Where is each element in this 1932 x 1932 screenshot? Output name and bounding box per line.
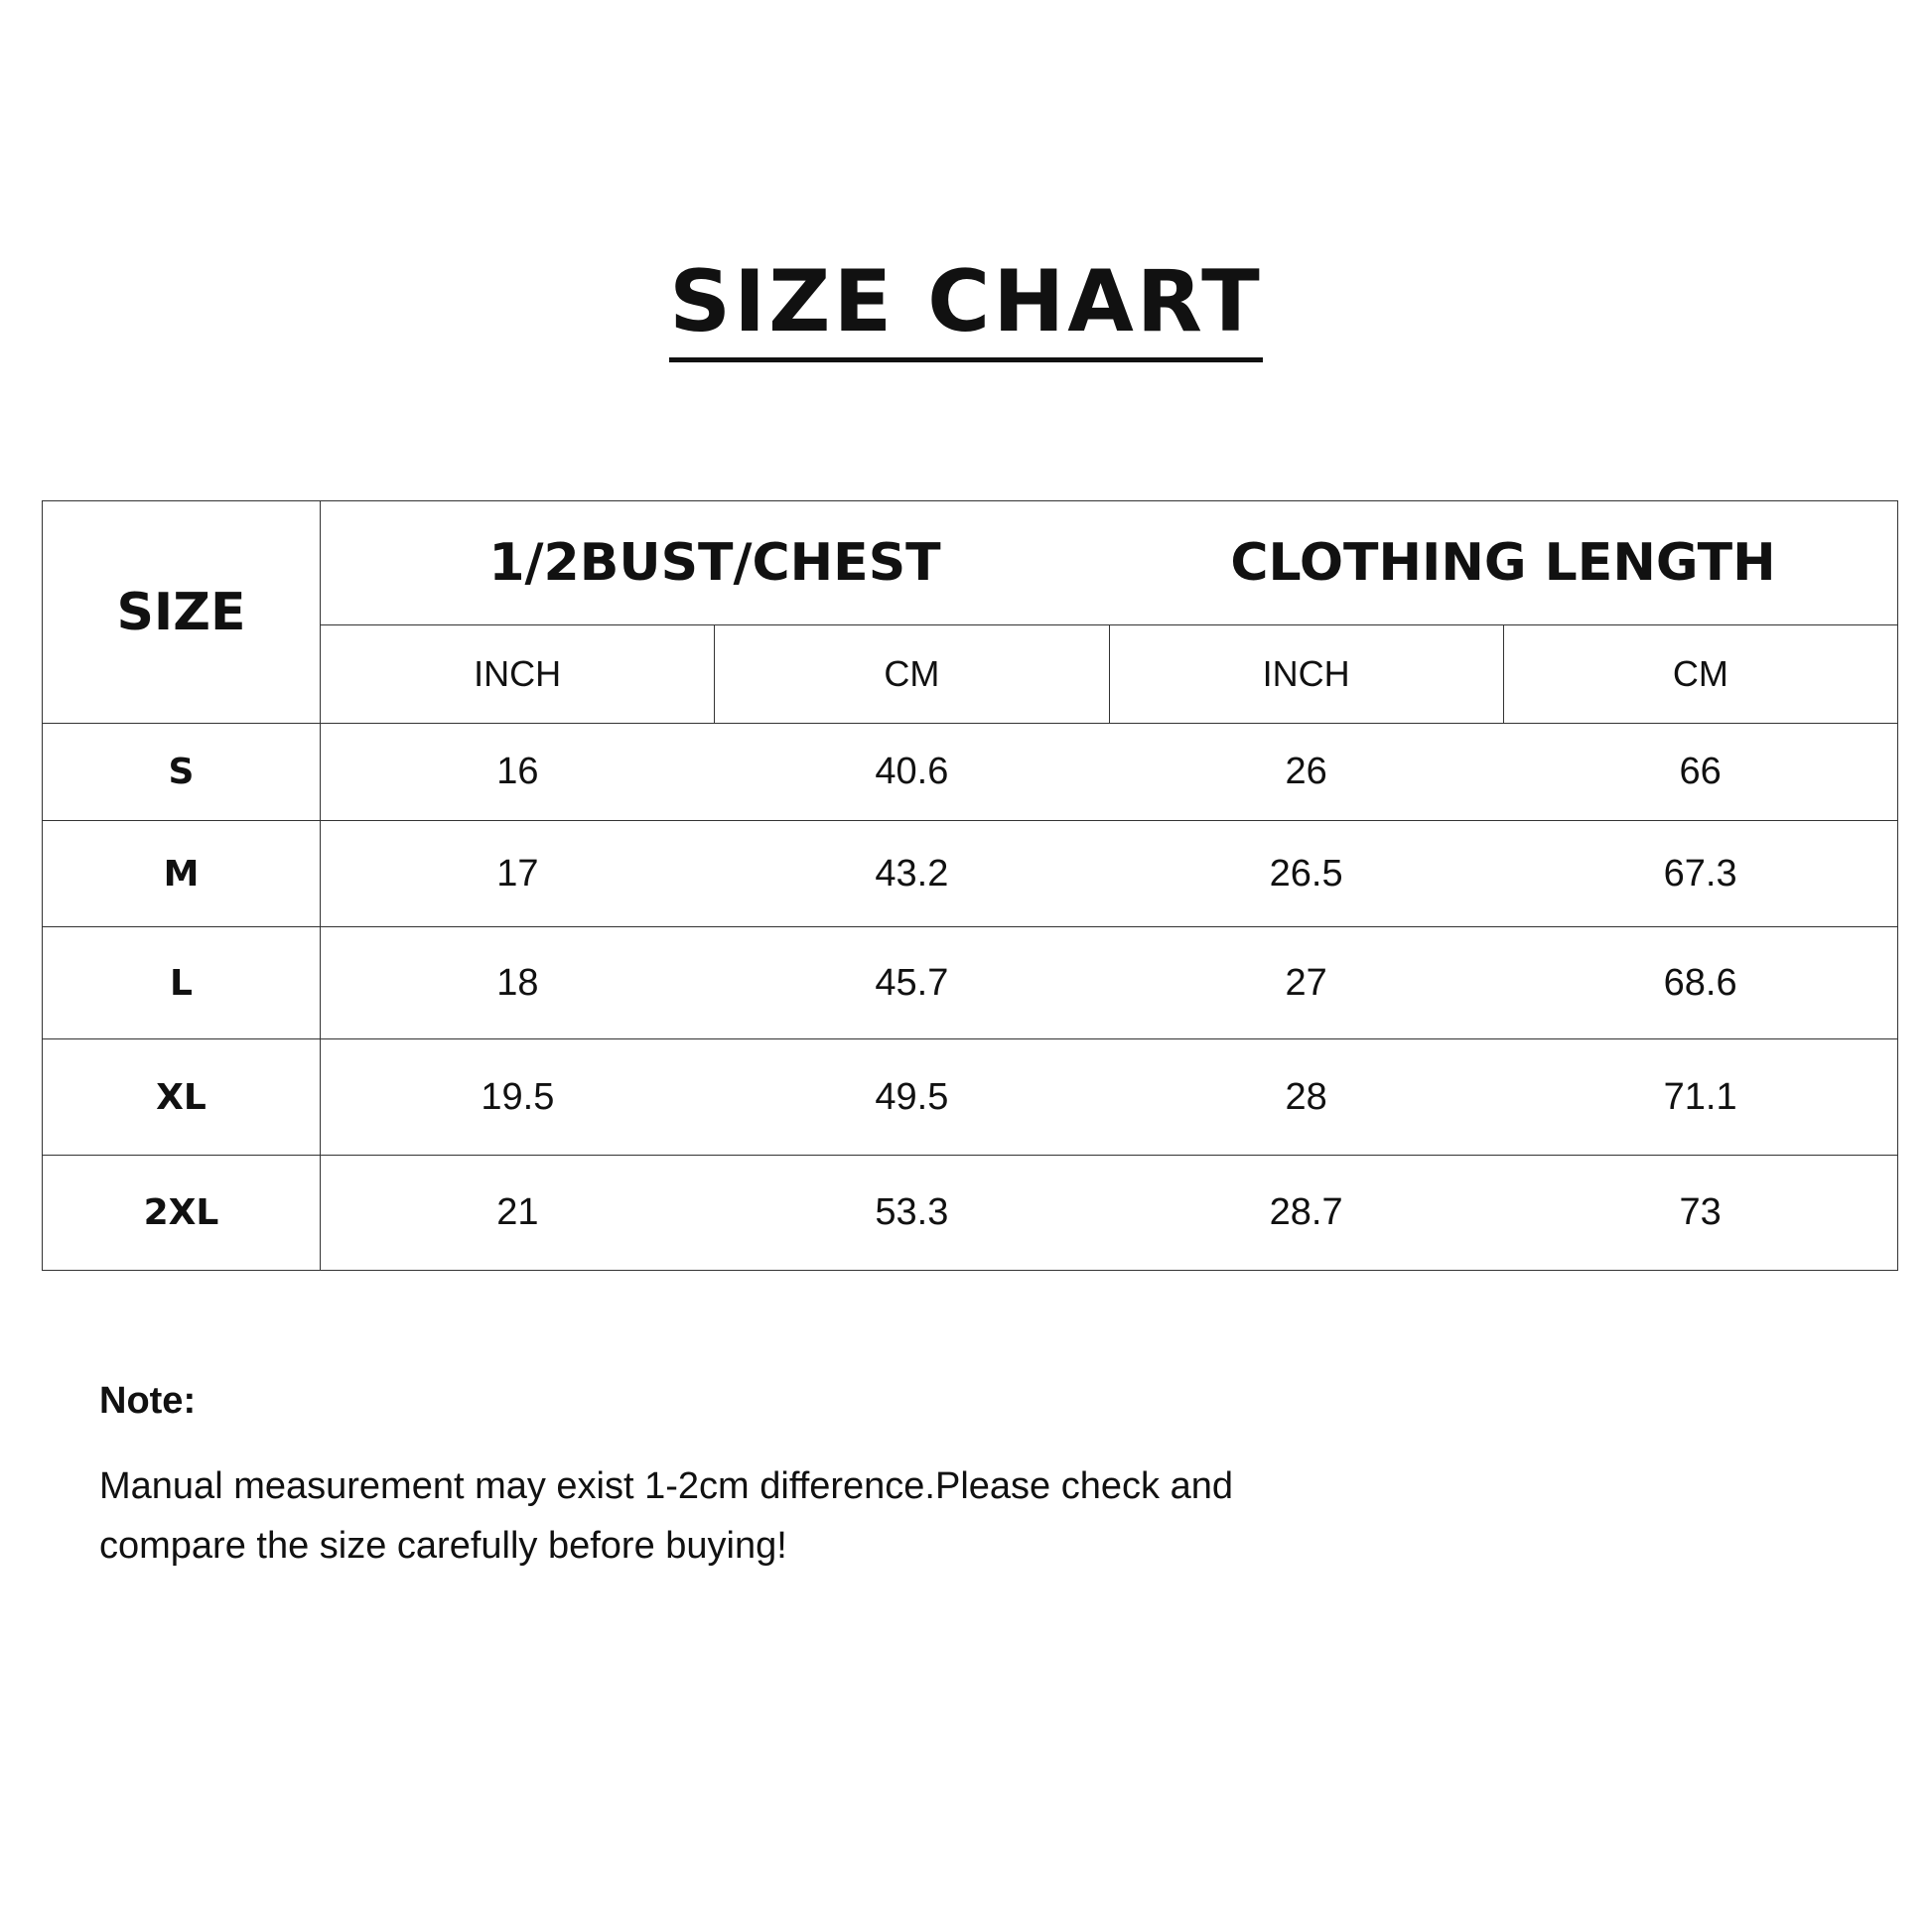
table-cell: 73 bbox=[1503, 1156, 1897, 1271]
size-column-header: SIZE bbox=[43, 501, 321, 724]
size-label: M bbox=[43, 821, 321, 927]
note-section bbox=[99, 1380, 1588, 1576]
table-cell: 26.5 bbox=[1109, 821, 1503, 927]
table-cell: 18 bbox=[321, 927, 715, 1039]
size-label: XL bbox=[43, 1039, 321, 1156]
table-cell: 67.3 bbox=[1503, 821, 1897, 927]
table-row bbox=[43, 927, 1898, 1039]
note-label: Note: bbox=[99, 1380, 197, 1422]
table-cell: 45.7 bbox=[715, 927, 1109, 1039]
table-cell: 53.3 bbox=[715, 1156, 1109, 1271]
unit-header-inch: INCH bbox=[321, 625, 715, 724]
size-chart-table bbox=[42, 500, 1898, 1271]
unit-header-cm: CM bbox=[715, 625, 1109, 724]
table-cell: 19.5 bbox=[321, 1039, 715, 1156]
table-cell: 26 bbox=[1109, 724, 1503, 821]
page-title: SIZE CHART bbox=[669, 256, 1263, 362]
table-row bbox=[43, 1039, 1898, 1156]
clothing-length-header: CLOTHING LENGTH bbox=[1109, 501, 1898, 625]
table-row bbox=[43, 821, 1898, 927]
table-cell: 71.1 bbox=[1503, 1039, 1897, 1156]
bust-chest-header: 1/2BUST/CHEST bbox=[321, 501, 1110, 625]
table-cell: 28.7 bbox=[1109, 1156, 1503, 1271]
unit-header-row bbox=[43, 625, 1898, 724]
note-text-line: Manual measurement may exist 1-2cm difference.Please check and bbox=[99, 1465, 1233, 1507]
table-row bbox=[43, 1156, 1898, 1271]
table-cell: 49.5 bbox=[715, 1039, 1109, 1156]
size-label: S bbox=[43, 724, 321, 821]
unit-header-cm: CM bbox=[1503, 625, 1897, 724]
table-cell: 43.2 bbox=[715, 821, 1109, 927]
table-cell: 21 bbox=[321, 1156, 715, 1271]
table-cell: 40.6 bbox=[715, 724, 1109, 821]
table-cell: 28 bbox=[1109, 1039, 1503, 1156]
size-label: 2XL bbox=[43, 1156, 321, 1271]
table-header-row bbox=[43, 501, 1898, 625]
size-label: L bbox=[43, 927, 321, 1039]
table-cell: 17 bbox=[321, 821, 715, 927]
table-cell: 66 bbox=[1503, 724, 1897, 821]
table-cell: 68.6 bbox=[1503, 927, 1897, 1039]
note-text-line: compare the size carefully before buying! bbox=[99, 1525, 787, 1567]
table-cell: 16 bbox=[321, 724, 715, 821]
table-row bbox=[43, 724, 1898, 821]
title-container bbox=[0, 252, 1932, 362]
unit-header-inch: INCH bbox=[1109, 625, 1503, 724]
table-cell: 27 bbox=[1109, 927, 1503, 1039]
